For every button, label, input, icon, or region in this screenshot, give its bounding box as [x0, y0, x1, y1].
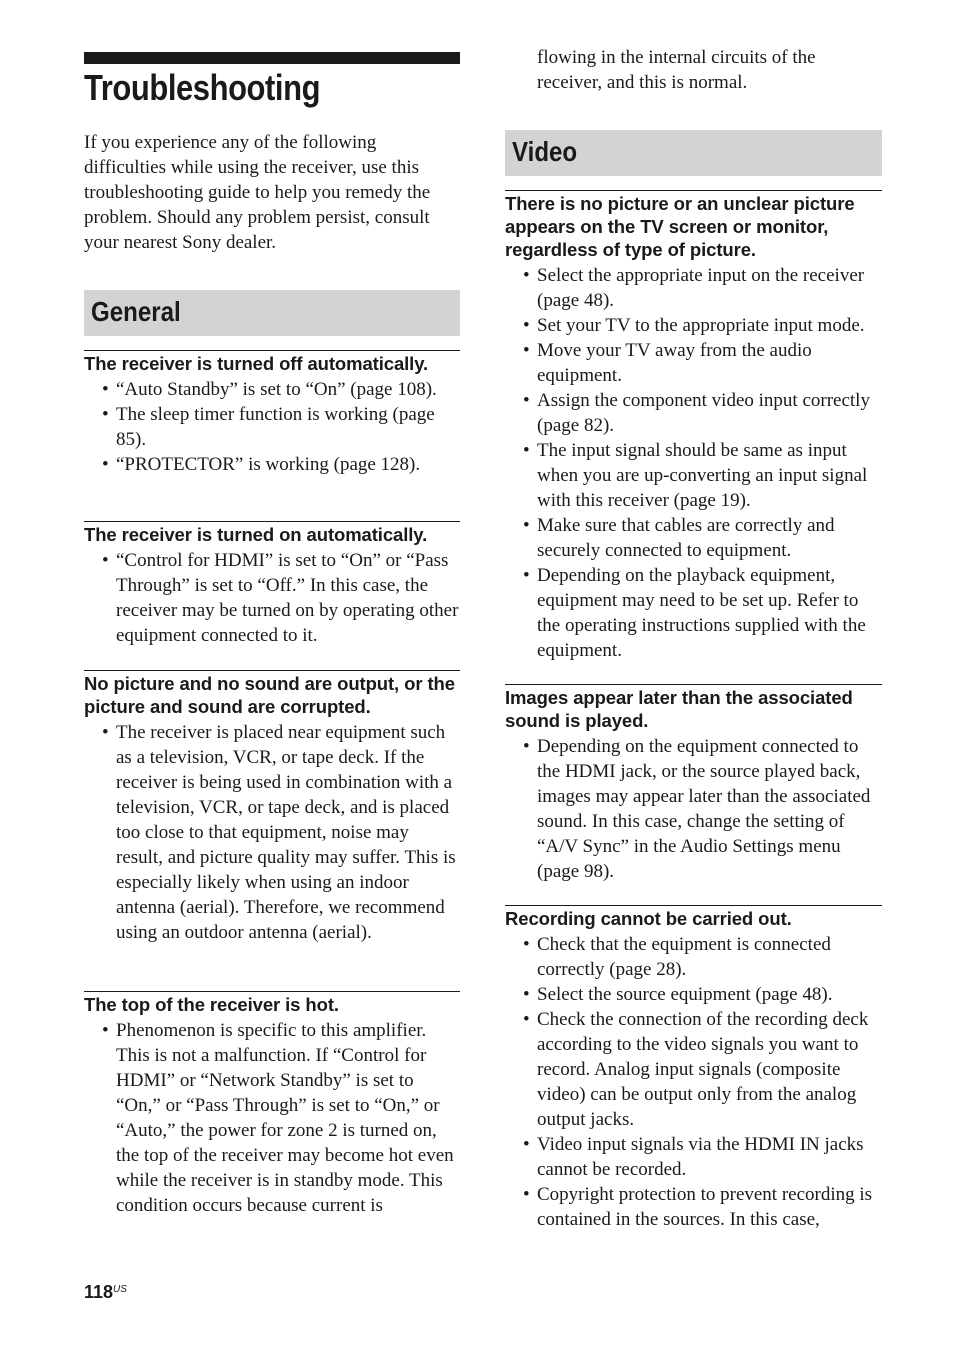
list-item: • The receiver is placed near equipment such as a television, VCR, or tape deck. If the receiver is being used in combination with a television, VCR, or tape deck, and is placed too close to that equipment, noise may result, and picture quality may suffer. This is especially likely when using an indoor antenna (aerial). Therefore, we recommend using an outdoor antenna (aerial).: [84, 720, 460, 945]
page-title: Troubleshooting: [84, 67, 321, 108]
topic-heading: The top of the receiver is hot.: [84, 994, 339, 1015]
page-number: [84, 1281, 127, 1303]
topic-heading: The receiver is turned on automatically.: [84, 524, 428, 545]
list-item: • “Control for HDMI” is set to “On” or “Pass Through” is set to “Off.” In this case, the receiver may be turned on by operating other equipment connected to it.: [84, 548, 460, 648]
list-item: • Assign the component video input correctly (page 82).: [505, 388, 882, 438]
section-header-video: [505, 130, 882, 176]
page-number-suffix: US: [113, 1284, 127, 1295]
continued-text: flowing in the internal circuits of the receiver, and this is normal.: [537, 47, 816, 93]
list-item: • Phenomenon is specific to this amplifier. This is not a malfunction. If “Control for HDMI” or “Network Standby” is set to “On,” or “Pass Through” is set to “On,” or “Auto,” the power for zone 2 is turned on, the top of the receiver may become hot even while the receiver is in standby mode. This condition occurs because current is: [84, 1018, 460, 1218]
topic-no-picture-no-sound: [84, 670, 460, 945]
topic-turned-off: [84, 350, 460, 477]
topic-turned-on: [84, 521, 460, 648]
list-item: • Depending on the playback equipment, equipment may need to be set up. Refer to the operating instructions supplied with the equipment.: [505, 563, 882, 663]
topic-heading: No picture and no sound are output, or the picture and sound are corrupted.: [84, 673, 455, 717]
section-label-video: Video: [512, 136, 578, 167]
bullet-list: [84, 548, 460, 648]
topic-images-later: [505, 684, 882, 884]
list-item: • Move your TV away from the audio equipment.: [505, 338, 882, 388]
list-item: • The input signal should be same as input when you are up-converting an input signal with this receiver (page 19).: [505, 438, 882, 513]
section-label-general: General: [91, 296, 181, 327]
topic-heading: Recording cannot be carried out.: [505, 908, 792, 929]
intro-paragraph: If you experience any of the following difficulties while using the receiver, use this troubleshooting guide to help you remedy the problem. Should any problem persist, consult your nearest Sony dealer.: [84, 132, 431, 253]
topic-heading: Images appear later than the associated sound is played.: [505, 687, 853, 731]
bullet-list: [84, 377, 460, 477]
list-item: • Select the appropriate input on the receiver (page 48).: [505, 263, 882, 313]
list-item: • Depending on the equipment connected to the HDMI jack, or the source played back, images may appear later than the associated sound. In this case, change the setting of “A/V Sync” in the Audio Settings menu (page 98).: [505, 734, 882, 884]
bullet-list: [84, 1018, 460, 1218]
title-rule: [84, 52, 460, 64]
list-item: • Copyright protection to prevent recording is contained in the sources. In this case,: [505, 1182, 882, 1232]
section-header-general: [84, 290, 460, 336]
topic-no-picture-unclear: [505, 190, 882, 663]
list-item: • Set your TV to the appropriate input mode.: [505, 313, 882, 338]
list-item: • Make sure that cables are correctly and securely connected to equipment.: [505, 513, 882, 563]
list-item: • The sleep timer function is working (page 85).: [84, 402, 460, 452]
list-item: • “Auto Standby” is set to “On” (page 108).: [84, 377, 460, 402]
list-item: • Check the connection of the recording deck according to the video signals you want to record. Analog input signals (composite video) can be output only from the analog output jacks.: [505, 1007, 882, 1132]
topic-heading: The receiver is turned off automatically.: [84, 353, 429, 374]
list-item: • “PROTECTOR” is working (page 128).: [84, 452, 460, 477]
bullet-list: [84, 720, 460, 945]
bullet-list: [505, 263, 882, 663]
topic-recording: [505, 905, 882, 1232]
bullet-list: [505, 734, 882, 884]
topic-top-hot: [84, 991, 460, 1218]
list-item: • Check that the equipment is connected correctly (page 28).: [505, 932, 882, 982]
list-item: • Video input signals via the HDMI IN jacks cannot be recorded.: [505, 1132, 882, 1182]
topic-heading: There is no picture or an unclear picture appears on the TV screen or monitor, regardless of type of picture.: [505, 193, 855, 260]
list-item: • Select the source equipment (page 48).: [505, 982, 882, 1007]
page-number-value: 118: [84, 1282, 114, 1302]
bullet-list: [505, 932, 882, 1232]
